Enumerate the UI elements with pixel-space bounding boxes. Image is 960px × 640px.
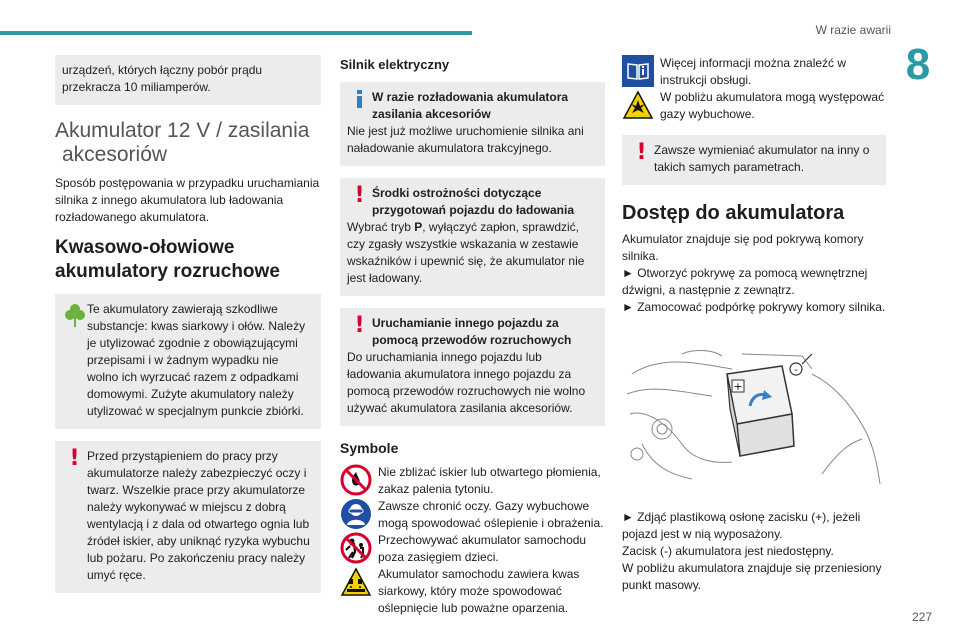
no-flame-icon <box>340 464 372 496</box>
intro-paragraph: Sposób postępowania w przypadku uruchamiania silnika z innego akumulatora lub ładowania rozładowanego akumulatora. <box>55 176 320 224</box>
symbol-text: Więcej informacji można znaleźć w instrukcji obsługi. <box>660 56 847 87</box>
minus-terminal-label: - <box>794 365 798 376</box>
gear-mode-p: P <box>414 220 423 234</box>
symbol-keep-away-children <box>340 532 605 566</box>
electric-motor-heading: Silnik elektryczny <box>340 57 450 72</box>
ground-point-note: W pobliżu akumulatora znajduje się przeniesiony punkt masowy. <box>622 561 882 592</box>
terminal-step: ► Zdjąć plastikową osłonę zacisku (+), jeżeli pojazd jest w nią wyposażony. <box>622 510 861 541</box>
battery-illustration <box>622 334 886 494</box>
eco-box <box>55 294 321 429</box>
warning-title-charging: Środki ostrożności dotyczące przygotowań pojazdu do ładowania <box>372 186 575 217</box>
terminal-note: Zacisk (-) akumulatora jest niedostępny. <box>622 544 834 558</box>
eco-text: Te akumulatory zawierają szkodliwe substancje: kwas siarkowy i ołów. Należy je utylizować zgodnie z obowiązującymi przepisami i w żadnym wypadku nie wolno ich wyrzucać razem z odpadkami domowymi. Zużyte akumulatory należy utylizować w specjalnym punkcie zbiórki. <box>87 302 306 418</box>
warning-icon: ! <box>636 140 647 165</box>
chapter-number: 8 <box>905 40 931 89</box>
access-step-1: ► Otworzyć pokrywę za pomocą wewnętrznej dźwigni, a następnie z zewnątrz. <box>622 266 868 297</box>
access-step-2: ► Zamocować podpórkę pokrywy komory silnika. <box>622 300 886 314</box>
warning-box-jumpstart <box>340 308 605 426</box>
header-title: W razie awarii <box>815 23 891 37</box>
symbol-eye-protection <box>340 498 605 532</box>
continuation-box <box>55 55 321 105</box>
lead-acid-heading: Kwasowo-ołowiowe akumulatory rozruchowe <box>55 237 280 282</box>
column-left <box>55 55 321 605</box>
column-right <box>622 55 886 600</box>
warning-title-jumpstart: Uruchamianie innego pojazdu za pomocą przewodów rozruchowych <box>372 316 572 347</box>
header-accent-bar <box>0 31 472 35</box>
warning-text-jumpstart: Do uruchamiania innego pojazdu lub ładowania akumulatora innego pojazdu za pomocą przewodów rozruchowych nie wolno używać akumulatora zasilania akcesoriów. <box>347 350 586 415</box>
info-title: W razie rozładowania akumulatora zasilania akcesoriów <box>372 90 569 121</box>
symbol-text: W pobliżu akumulatora mogą występować gazy wybuchowe. <box>660 90 885 121</box>
column-middle <box>340 55 605 617</box>
section-heading-line1: Akumulator 12 V / zasilania <box>55 119 310 142</box>
warning-icon: ! <box>354 183 365 208</box>
symbol-text: Nie zbliżać iskier lub otwartego płomienia, zakaz palenia tytoniu. <box>378 465 601 496</box>
explosive-gas-icon <box>622 89 654 121</box>
plus-terminal-label: + <box>733 380 743 393</box>
symbol-text: Przechowywać akumulator samochodu poza zasięgiem dzieci. <box>378 533 587 564</box>
info-text: Nie jest już możliwe uruchomienie silnika ani naładowanie akumulatora trakcyjnego. <box>347 124 584 155</box>
page-number: 227 <box>911 610 932 624</box>
warning-text-charging: Wybrać tryb P, wyłączyć zapłon, sprawdzić, czy zgasły wszystkie wskazania w zestawie wskaźników i upewnić się, że akumulator nie jest ładowany. <box>347 220 585 285</box>
symbol-manual <box>622 55 886 89</box>
symbols-heading: Symbole <box>340 440 399 456</box>
section-heading <box>55 119 321 167</box>
symbol-no-flame <box>340 464 605 498</box>
keep-away-children-icon <box>340 532 372 564</box>
symbol-explosive <box>622 89 886 123</box>
warning-box-replace <box>622 135 886 185</box>
warning-text-replace: Zawsze wymieniać akumulator na inny o takich samych parametrach. <box>654 143 870 174</box>
warning-box-protection <box>55 441 321 593</box>
access-paragraph-1: Akumulator znajduje się pod pokrywą komory silnika. <box>622 232 864 263</box>
info-box <box>340 82 605 166</box>
eye-protection-icon <box>340 498 372 530</box>
battery-access-heading: Dostęp do akumulatora <box>622 202 845 224</box>
manual-book-icon <box>622 55 654 87</box>
info-icon <box>356 90 363 108</box>
symbol-corrosive <box>340 566 605 617</box>
warning-box-charging <box>340 178 605 296</box>
corrosive-icon <box>340 566 372 598</box>
warning-icon: ! <box>354 313 365 338</box>
continuation-text: urządzeń, których łączny pobór prądu przekracza 10 miliamperów. <box>62 63 263 94</box>
warning-icon: ! <box>69 446 80 471</box>
symbol-text: Akumulator samochodu zawiera kwas siarkowy, który może spowodować oślepnięcie lub poważne oparzenia. <box>378 567 580 615</box>
symbol-text: Zawsze chronić oczy. Gazy wybuchowe mogą spowodować oślepienie i obrażenia. <box>378 499 604 530</box>
section-heading-line2: akcesoriów <box>62 143 168 166</box>
eco-leaf-icon <box>64 302 86 328</box>
warning-text-protection: Przed przystąpieniem do pracy przy akumulatorze należy zabezpieczyć oczy i twarz. Wszelkie prace przy akumulatorze należy wykonywać w miejscu z dobrą wentylacją i z dala od otwartego ognia lub źródeł iskier, aby uniknąć ryzyka wybuchu lub pożaru. Po zakończeniu pracy należy umyć ręce. <box>87 449 310 582</box>
